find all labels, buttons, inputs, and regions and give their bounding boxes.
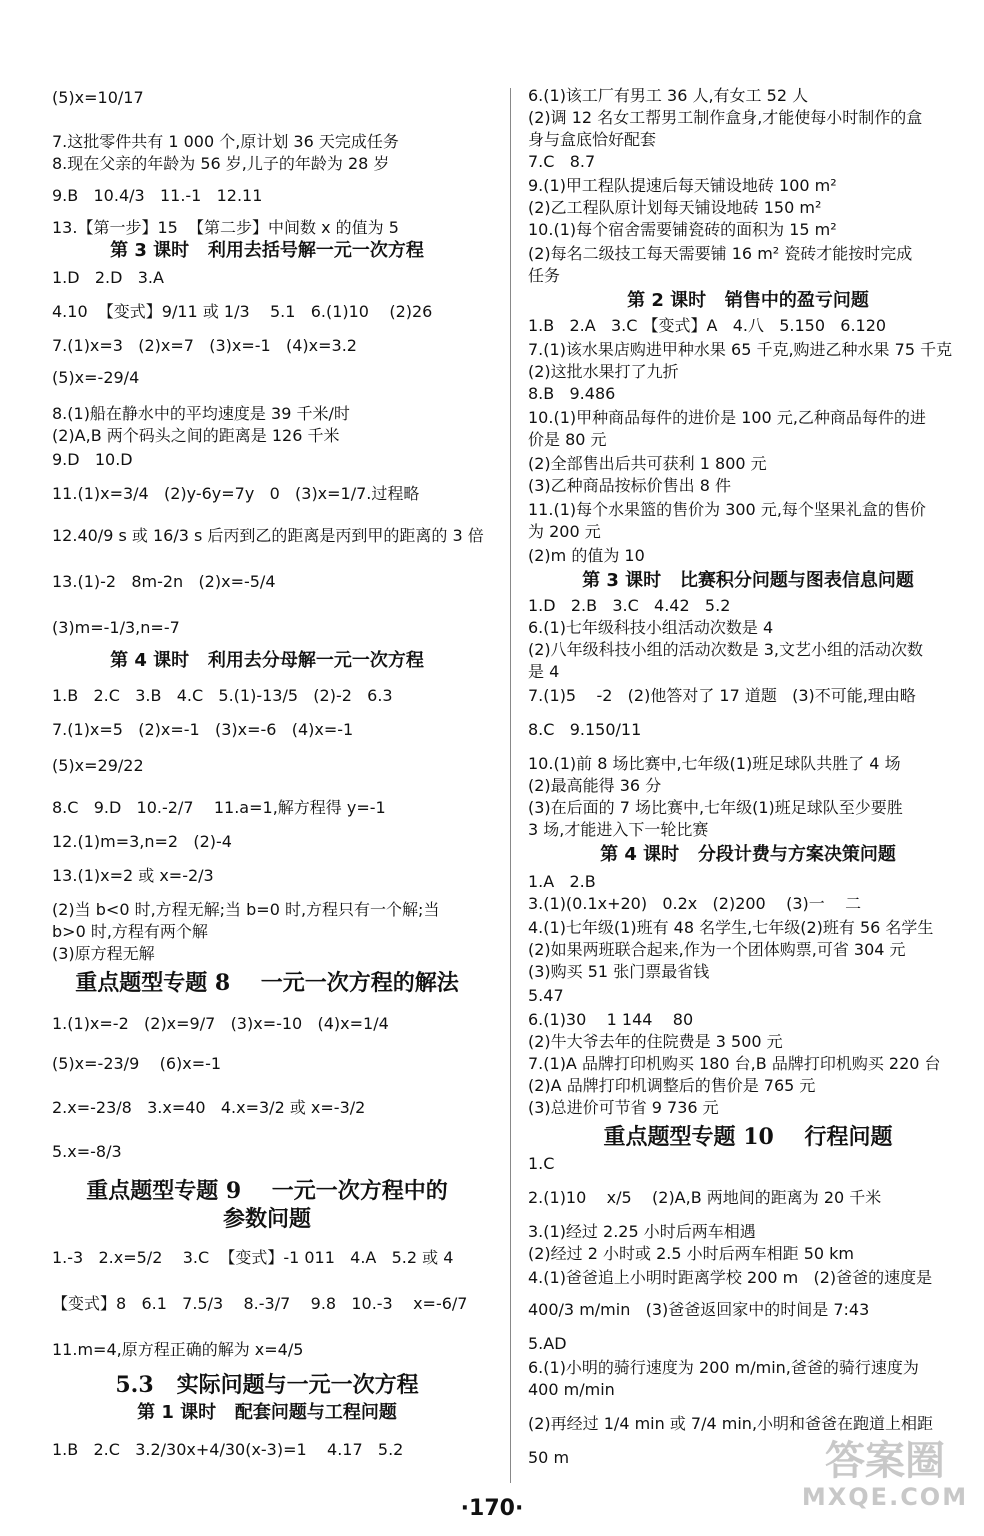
answer-line: (5)x=-29/4 — [52, 368, 140, 387]
section-heading: 第 2 课时 销售中的盈亏问题 — [627, 290, 869, 311]
answer-line: (5)x=-23/9 (6)x=-1 — [52, 1054, 222, 1073]
answer-line: 1.D 2.B 3.C 4.42 5.2 — [528, 596, 731, 615]
answer-line: 价是 80 元 — [528, 430, 607, 449]
answer-line: 1.C — [528, 1154, 555, 1173]
answer-line: 身与盒底恰好配套 — [528, 130, 657, 149]
answer-line: (2)当 b<0 时,方程无解;当 b=0 时,方程只有一个解;当 — [52, 900, 440, 919]
answer-line: (2)调 12 名女工帮男工制作盒身,才能使每小时制作的盒 — [528, 108, 923, 127]
section-heading: 重点题型专题 9 一元一次方程中的 — [86, 1178, 448, 1204]
answer-line: 13.(1)x=2 或 x=-2/3 — [52, 866, 214, 885]
answer-line: (5)x=10/17 — [52, 88, 144, 107]
answer-line: 1.B 2.A 3.C 【变式】A 4.八 5.150 6.120 — [528, 316, 887, 335]
answer-line: 3.(1)经过 2.25 小时后两车相遇 — [528, 1222, 756, 1241]
answer-line: 7.(1)A 品牌打印机购买 180 台,B 品牌打印机购买 220 台 — [528, 1054, 941, 1073]
answer-line: 2.x=-23/8 3.x=40 4.x=3/2 或 x=-3/2 — [52, 1098, 366, 1117]
answer-line: 13.(1)-2 8m-2n (2)x=-5/4 — [52, 572, 276, 591]
section-heading: 参数问题 — [222, 1206, 311, 1232]
answer-line: 4.10 【变式】9/11 或 1/3 5.1 6.(1)10 (2)26 — [52, 302, 433, 321]
answer-line: (2)这批水果打了九折 — [528, 362, 679, 381]
column-divider — [510, 88, 511, 1483]
answer-line: 8.B 9.486 — [528, 384, 616, 403]
answer-line: 10.(1)每个宿舍需要铺瓷砖的面积为 15 m² — [528, 220, 837, 239]
answer-line: 是 4 — [528, 662, 560, 681]
answer-line: (2)经过 2 小时或 2.5 小时后两车相距 50 km — [528, 1244, 855, 1263]
answer-line: 400 m/min — [528, 1380, 615, 1399]
watermark-line1: 答案圈 — [825, 1438, 945, 1484]
answer-line: 7.(1)该水果店购进甲种水果 65 千克,购进乙种水果 75 千克 — [528, 340, 953, 359]
answer-line: (2)每名二级技工每天需要铺 16 m² 瓷砖才能按时完成 — [528, 244, 913, 263]
answer-line: 1.A 2.B — [528, 872, 596, 891]
answer-line: (2)如果两班联合起来,作为一个团体购票,可省 304 元 — [528, 940, 906, 959]
answer-line: (3)在后面的 7 场比赛中,七年级(1)班足球队至少要胜 — [528, 798, 903, 817]
answer-line: 5.47 — [528, 986, 564, 1005]
answer-line: 8.(1)船在静水中的平均速度是 39 千米/时 — [52, 404, 350, 423]
answer-line: (2)A 品牌打印机调整后的售价是 765 元 — [528, 1076, 816, 1095]
answer-line: 1.B 2.C 3.B 4.C 5.(1)-13/5 (2)-2 6.3 — [52, 686, 393, 705]
section-heading: 重点题型专题 10 行程问题 — [603, 1124, 893, 1150]
answer-line: 12.(1)m=3,n=2 (2)-4 — [52, 832, 232, 851]
answer-line: 为 200 元 — [528, 522, 601, 541]
answer-line: 1.-3 2.x=5/2 3.C 【变式】-1 011 4.A 5.2 或 4 — [52, 1248, 454, 1267]
answer-line: (2)乙工程队原计划每天铺设地砖 150 m² — [528, 198, 822, 217]
answer-line: 4.(1)七年级(1)班有 48 名学生,七年级(2)班有 56 名学生 — [528, 918, 934, 937]
answer-line: (3)m=-1/3,n=-7 — [52, 618, 180, 637]
answer-line: (2)最高能得 36 分 — [528, 776, 662, 795]
answer-line: 1.(1)x=-2 (2)x=9/7 (3)x=-10 (4)x=1/4 — [52, 1014, 389, 1033]
answer-line: 【变式】8 6.1 7.5/3 8.-3/7 9.8 10.-3 x=-6/7 — [52, 1294, 468, 1313]
section-heading: 重点题型专题 8 一元一次方程的解法 — [75, 970, 459, 996]
answer-line: 8.C 9.D 10.-2/7 11.a=1,解方程得 y=-1 — [52, 798, 386, 817]
answer-line: (3)总进价可节省 9 736 元 — [528, 1098, 719, 1117]
answer-line: 7.(1)5 -2 (2)他答对了 17 道题 (3)不可能,理由略 — [528, 686, 916, 705]
answer-line: 6.(1)30 1 144 80 — [528, 1010, 694, 1029]
answer-line: 9.D 10.D — [52, 450, 133, 469]
answer-line: 10.(1)前 8 场比赛中,七年级(1)班足球队共胜了 4 场 — [528, 754, 901, 773]
answer-line: (2)八年级科技小组的活动次数是 3,文艺小组的活动次数 — [528, 640, 924, 659]
answer-line: 4.(1)爸爸追上小明时距离学校 200 m (2)爸爸的速度是 — [528, 1268, 933, 1287]
answer-line: 任务 — [528, 266, 561, 285]
answer-line: (3)乙种商品按标价售出 8 件 — [528, 476, 732, 495]
section-heading: 第 4 课时 利用去分母解一元一次方程 — [110, 650, 424, 671]
answer-line: 9.B 10.4/3 11.-1 12.11 — [52, 186, 263, 205]
answer-line: 12.40/9 s 或 16/3 s 后丙到乙的距离是丙到甲的距离的 3 倍 — [52, 526, 484, 545]
answer-line: 10.(1)甲种商品每件的进价是 100 元,乙种商品每件的进 — [528, 408, 926, 427]
page-number: ·170· — [460, 1496, 524, 1521]
section-heading: 第 1 课时 配套问题与工程问题 — [137, 1402, 397, 1423]
answer-line: 400/3 m/min (3)爸爸返回家中的时间是 7:43 — [528, 1300, 870, 1319]
answer-line: (2)全部售出后共可获利 1 800 元 — [528, 454, 767, 473]
answer-line: 5.AD — [528, 1334, 567, 1353]
answer-line: 11.(1)每个水果篮的售价为 300 元,每个坚果礼盒的售价 — [528, 500, 926, 519]
answer-line: 11.(1)x=3/4 (2)y-6y=7y 0 (3)x=1/7.过程略 — [52, 484, 420, 503]
answer-line: (3)原方程无解 — [52, 944, 155, 963]
answer-line: 6.(1)该工厂有男工 36 人,有女工 52 人 — [528, 86, 809, 105]
answer-line: b>0 时,方程有两个解 — [52, 922, 208, 941]
answer-line: (2)m 的值为 10 — [528, 546, 645, 565]
answer-line: 5.x=-8/3 — [52, 1142, 122, 1161]
answer-line: 1.D 2.D 3.A — [52, 268, 164, 287]
answer-line: 8.C 9.150/11 — [528, 720, 642, 739]
answer-line: 7.(1)x=5 (2)x=-1 (3)x=-6 (4)x=-1 — [52, 720, 354, 739]
section-heading: 5.3 实际问题与一元一次方程 — [115, 1372, 419, 1398]
answer-line: (5)x=29/22 — [52, 756, 144, 775]
section-heading: 第 3 课时 利用去括号解一元一次方程 — [110, 240, 424, 261]
answer-line: 50 m — [528, 1448, 570, 1467]
answer-line: (2)A,B 两个码头之间的距离是 126 千米 — [52, 426, 340, 445]
answer-line: (3)购买 51 张门票最省钱 — [528, 962, 710, 981]
section-heading: 第 3 课时 比赛积分问题与图表信息问题 — [582, 570, 914, 591]
answer-line: 3.(1)(0.1x+20) 0.2x (2)200 (3)一 二 — [528, 894, 862, 913]
answer-line: 13.【第一步】15 【第二步】中间数 x 的值为 5 — [52, 218, 399, 237]
answer-line: (2)牛大爷去年的住院费是 3 500 元 — [528, 1032, 783, 1051]
section-heading: 第 4 课时 分段计费与方案决策问题 — [600, 844, 896, 865]
answer-line: 9.(1)甲工程队提速后每天铺设地砖 100 m² — [528, 176, 837, 195]
answer-line: 7.(1)x=3 (2)x=7 (3)x=-1 (4)x=3.2 — [52, 336, 357, 355]
watermark-logo — [800, 1440, 970, 1524]
answer-line: 3 场,才能进入下一轮比赛 — [528, 820, 709, 839]
answer-line: 6.(1)小明的骑行速度为 200 m/min,爸爸的骑行速度为 — [528, 1358, 919, 1377]
answer-line: 2.(1)10 x/5 (2)A,B 两地间的距离为 20 千米 — [528, 1188, 882, 1207]
answer-line: (2)再经过 1/4 min 或 7/4 min,小明和爸爸在跑道上相距 — [528, 1414, 934, 1433]
answer-line: 6.(1)七年级科技小组活动次数是 4 — [528, 618, 774, 637]
answer-line: 7.C 8.7 — [528, 152, 596, 171]
answer-line: 8.现在父亲的年龄为 56 岁,儿子的年龄为 28 岁 — [52, 154, 390, 173]
answer-line: 1.B 2.C 3.2/30x+4/30(x-3)=1 4.17 5.2 — [52, 1440, 404, 1459]
answer-line: 7.这批零件共有 1 000 个,原计划 36 天完成任务 — [52, 132, 399, 151]
answer-line: 11.m=4,原方程正确的解为 x=4/5 — [52, 1340, 304, 1359]
watermark-line2: MXQE.COM — [801, 1483, 969, 1511]
